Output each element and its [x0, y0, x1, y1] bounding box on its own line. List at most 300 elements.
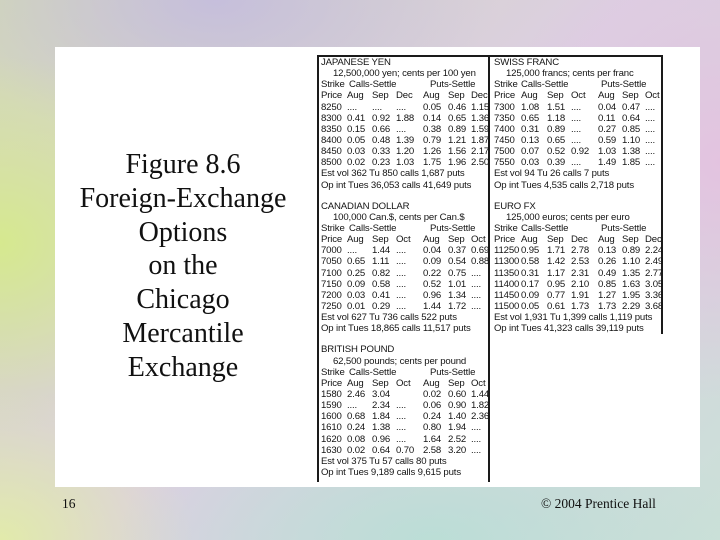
option-cell: 0.95	[521, 245, 540, 257]
option-cell: 2.29	[622, 300, 641, 312]
caption-line: on the	[148, 250, 218, 282]
option-cell: 1.64	[423, 433, 442, 445]
estimated-volume: Est vol 94 Tu 26 calls 7 puts	[494, 168, 610, 180]
option-cell: 0.89	[448, 123, 467, 135]
month-header-cell: Aug	[598, 90, 615, 102]
option-cell: 0.37	[448, 245, 467, 257]
option-cell: 7500	[494, 146, 515, 158]
option-row	[494, 113, 662, 124]
month-header-cell: Dec	[645, 234, 662, 246]
option-row	[321, 112, 490, 124]
option-cell: 0.29	[372, 300, 391, 312]
option-cell: ....	[396, 433, 407, 445]
option-row	[494, 135, 662, 146]
option-cell: 0.46	[448, 101, 467, 113]
option-cell: 1.26	[423, 146, 442, 158]
option-cell: 0.64	[622, 112, 641, 124]
option-cell: 0.25	[347, 267, 366, 279]
open-interest: Op int Tues 18,865 calls 11,517 puts	[321, 323, 471, 335]
option-cell: 3.04	[372, 388, 391, 400]
option-cell: 1.10	[622, 134, 641, 146]
option-cell: 2.36	[471, 411, 490, 423]
puts-settle-label: Puts-Settle	[430, 79, 476, 91]
option-cell: 0.05	[521, 300, 540, 312]
option-cell: 0.08	[347, 433, 366, 445]
option-cell: 0.04	[423, 245, 442, 257]
currency-title: CANADIAN DOLLAR	[321, 200, 410, 212]
caption-line: Foreign-Exchange	[79, 182, 287, 214]
option-row	[494, 146, 662, 157]
option-cell: ....	[471, 300, 482, 312]
option-cell: 0.92	[372, 112, 391, 124]
contract-size: 12,500,000 yen; cents per 100 yen	[333, 68, 476, 80]
caption-line: Figure 8.6	[125, 149, 241, 180]
option-cell: 0.33	[372, 146, 391, 158]
month-header-cell: Sep	[622, 234, 639, 246]
option-cell: 0.04	[598, 101, 617, 113]
options-column-right	[494, 57, 662, 344]
strike-label: Strike	[321, 366, 345, 378]
option-cell: ....	[347, 101, 358, 113]
option-cell: ....	[396, 411, 407, 423]
option-cell: 8350	[321, 123, 342, 135]
option-cell: 1.44	[372, 245, 391, 257]
option-cell: 0.02	[347, 444, 366, 456]
option-cell: 0.92	[571, 146, 590, 158]
option-cell: 0.11	[598, 112, 616, 124]
option-cell: 1.20	[396, 146, 415, 158]
option-row	[321, 422, 487, 433]
currency-section	[321, 344, 490, 478]
option-cell: ....	[396, 256, 407, 268]
option-cell: 1620	[321, 433, 342, 445]
option-cell: 7050	[321, 256, 342, 268]
option-cell: 0.89	[622, 245, 641, 257]
option-cell: ....	[396, 278, 407, 290]
option-cell: 1590	[321, 400, 342, 412]
caption-line: Options	[138, 216, 228, 248]
open-interest: Op int Tues 4,535 calls 2,718 puts	[494, 179, 634, 191]
option-cell: 11400	[494, 278, 520, 290]
option-cell: 7300	[494, 101, 515, 113]
puts-settle-label: Puts-Settle	[601, 222, 647, 234]
option-cell: 0.13	[598, 245, 617, 257]
month-header-cell: Sep	[622, 90, 639, 102]
option-cell: 1.44	[471, 388, 490, 400]
option-cell: 0.80	[423, 422, 442, 434]
option-cell: 2.17	[471, 146, 490, 158]
option-cell: 8400	[321, 134, 342, 146]
month-header-cell: Price	[494, 90, 516, 102]
contract-size: 125,000 francs; cents per franc	[506, 68, 634, 80]
option-cell: 0.09	[521, 289, 540, 301]
option-cell: 0.24	[423, 411, 442, 423]
option-cell: 0.70	[396, 444, 415, 456]
option-row	[321, 123, 490, 135]
option-cell: 0.27	[598, 123, 617, 135]
currency-section	[321, 200, 490, 335]
option-cell: ....	[396, 300, 407, 312]
option-cell: 0.65	[448, 112, 467, 124]
option-cell: ....	[396, 400, 407, 412]
option-row	[321, 290, 487, 301]
strike-label: Strike	[321, 222, 345, 234]
option-cell: 1.36	[471, 112, 490, 124]
option-row	[321, 400, 490, 412]
option-cell: 0.01	[347, 300, 366, 312]
option-cell: ....	[396, 267, 407, 279]
estimated-volume: Est vol 627 Tu 736 calls 522 puts	[321, 312, 457, 324]
currency-section	[494, 57, 662, 191]
option-cell: 11500	[494, 300, 520, 312]
option-cell: 8250	[321, 101, 342, 113]
month-header-cell: Oct	[396, 377, 411, 389]
option-row	[321, 134, 490, 146]
option-cell: 1630	[321, 444, 342, 456]
option-cell: 0.22	[423, 267, 442, 279]
option-cell: 7150	[321, 278, 342, 290]
option-cell: 1.27	[598, 289, 617, 301]
option-cell: 0.24	[347, 422, 366, 434]
option-row	[321, 268, 487, 279]
option-cell: 0.41	[372, 289, 391, 301]
option-row	[321, 279, 487, 290]
option-cell: 0.65	[347, 256, 366, 268]
month-header-cell: Sep	[448, 90, 465, 102]
option-cell: ....	[645, 101, 656, 113]
option-cell: 0.09	[347, 278, 366, 290]
option-cell: 1.82	[471, 400, 490, 412]
option-cell: 0.54	[448, 256, 467, 268]
option-row	[321, 411, 490, 423]
option-cell: 0.02	[347, 157, 366, 169]
column-divider	[317, 55, 319, 482]
option-cell: 7200	[321, 289, 342, 301]
option-cell: 0.65	[547, 134, 566, 146]
option-cell: 1.84	[372, 411, 391, 423]
option-cell: 0.09	[423, 256, 442, 268]
option-cell: 11350	[494, 267, 520, 279]
option-cell: 7250	[321, 300, 342, 312]
option-cell: 1.72	[448, 300, 467, 312]
option-cell: 1.08	[521, 101, 540, 113]
option-row	[494, 290, 662, 301]
month-header-cell: Sep	[448, 234, 465, 246]
option-cell: 7450	[494, 134, 515, 146]
option-cell: 3.05	[645, 278, 664, 290]
option-cell: 0.64	[372, 444, 391, 456]
contract-size: 125,000 euros; cents per euro	[506, 211, 630, 223]
month-header-cell: Oct	[571, 90, 586, 102]
option-cell: 2.46	[347, 388, 366, 400]
option-cell: 1.73	[571, 300, 590, 312]
option-cell: 7100	[321, 267, 342, 279]
option-cell: 0.41	[347, 112, 366, 124]
option-cell: ....	[372, 101, 383, 113]
month-header-cell: Dec	[396, 90, 413, 102]
option-cell: ....	[571, 101, 582, 113]
option-cell: 1.18	[547, 112, 566, 124]
option-cell: 1.63	[622, 278, 641, 290]
option-cell: 3.36	[645, 289, 664, 301]
option-row	[494, 279, 662, 290]
calls-settle-label: Calls-Settle	[349, 222, 397, 234]
option-cell: ....	[396, 123, 407, 135]
contract-size: 100,000 Can.$, cents per Can.$	[333, 211, 465, 223]
option-cell: 2.10	[571, 278, 590, 290]
option-cell: 0.90	[448, 400, 467, 412]
estimated-volume: Est vol 362 Tu 850 calls 1,687 puts	[321, 168, 465, 180]
option-cell: 0.96	[372, 433, 391, 445]
settle-header-row	[321, 79, 487, 90]
option-cell: 0.85	[598, 278, 617, 290]
month-header-cell: Sep	[372, 234, 389, 246]
option-cell: 11250	[494, 245, 520, 257]
strike-label: Strike	[494, 79, 518, 91]
month-header-cell: Aug	[521, 234, 538, 246]
option-cell: 0.48	[372, 134, 391, 146]
option-cell: 2.58	[423, 444, 442, 456]
option-cell: 0.13	[521, 134, 540, 146]
option-row	[321, 256, 490, 268]
strike-label: Strike	[494, 222, 518, 234]
option-cell: 11450	[494, 289, 520, 301]
option-cell: ....	[471, 278, 482, 290]
option-cell: 0.26	[598, 256, 617, 268]
caption-line: Exchange	[127, 351, 239, 383]
option-cell: 2.77	[645, 267, 664, 279]
option-cell: 0.06	[423, 400, 442, 412]
month-header-row	[494, 90, 662, 101]
option-cell: 8500	[321, 157, 342, 169]
contract-size: 62,500 pounds; cents per pound	[333, 355, 467, 367]
option-row	[321, 434, 487, 445]
month-header-cell: Aug	[423, 90, 440, 102]
month-header-cell: Oct	[645, 90, 660, 102]
option-cell: 2.52	[448, 433, 467, 445]
option-cell: 1.96	[448, 157, 467, 169]
currency-section	[321, 57, 490, 191]
month-header-cell: Sep	[372, 377, 389, 389]
month-header-row	[321, 90, 487, 101]
month-header-cell: Sep	[372, 90, 389, 102]
currency-section	[494, 201, 662, 335]
puts-settle-label: Puts-Settle	[430, 222, 476, 234]
option-cell: 0.89	[547, 123, 566, 135]
option-cell: 1.59	[471, 123, 490, 135]
option-cell: 3.68	[645, 300, 664, 312]
month-header-cell: Oct	[471, 234, 486, 246]
option-cell: ....	[471, 433, 482, 445]
option-cell: 2.49	[645, 256, 664, 268]
option-cell: 2.78	[571, 245, 590, 257]
month-header-row	[494, 234, 662, 245]
settle-header-row	[494, 79, 662, 90]
option-cell: 1610	[321, 422, 342, 434]
month-header-cell: Dec	[571, 234, 588, 246]
option-cell: 0.96	[423, 289, 442, 301]
currency-title: EURO FX	[494, 200, 536, 212]
option-cell: ....	[347, 245, 358, 257]
option-cell: 0.58	[372, 278, 391, 290]
option-cell: 0.95	[547, 278, 566, 290]
option-cell: 1.87	[471, 134, 490, 146]
option-cell: ....	[471, 267, 482, 279]
option-cell: 0.38	[423, 123, 442, 135]
option-cell: 0.03	[347, 146, 366, 158]
option-cell: 0.59	[598, 134, 617, 146]
option-row	[321, 388, 490, 400]
settle-header-row	[494, 223, 662, 234]
option-cell: ....	[645, 112, 656, 124]
figure-caption	[70, 148, 296, 385]
estimated-volume: Est vol 375 Tu 57 calls 80 puts	[321, 455, 447, 467]
month-header-cell: Price	[494, 234, 516, 246]
option-cell: 0.17	[521, 278, 540, 290]
slide-number: 16	[62, 496, 76, 511]
month-header-row	[321, 234, 487, 245]
option-row	[494, 245, 662, 256]
option-cell: 0.47	[622, 101, 641, 113]
option-cell: 0.68	[347, 411, 366, 423]
calls-settle-label: Calls-Settle	[349, 79, 397, 91]
option-cell	[396, 389, 423, 400]
option-cell: ....	[396, 101, 407, 113]
option-cell: 0.03	[347, 289, 366, 301]
option-cell: 2.24	[645, 245, 664, 257]
option-cell: 0.05	[347, 134, 366, 146]
puts-settle-label: Puts-Settle	[601, 79, 647, 91]
option-cell: 0.39	[547, 157, 566, 169]
option-cell: 0.31	[521, 123, 540, 135]
option-cell: ....	[347, 400, 358, 412]
month-header-cell: Price	[321, 90, 343, 102]
option-cell: 0.60	[448, 388, 467, 400]
caption-line: Mercantile	[122, 317, 244, 349]
option-cell: 3.20	[448, 444, 467, 456]
month-header-cell: Oct	[471, 377, 486, 389]
open-interest: Op int Tues 41,323 calls 39,119 puts	[494, 323, 644, 335]
option-cell: 1.17	[547, 267, 566, 279]
option-cell: 0.15	[347, 123, 366, 135]
currency-title: SWISS FRANC	[494, 57, 559, 68]
option-row	[321, 245, 490, 257]
option-cell: 0.14	[423, 112, 442, 124]
option-cell: 8300	[321, 112, 342, 124]
month-header-cell: Aug	[423, 234, 440, 246]
option-cell: 0.02	[423, 388, 442, 400]
option-cell: 7400	[494, 123, 515, 135]
option-cell: 2.34	[372, 400, 391, 412]
month-header-cell: Sep	[547, 90, 564, 102]
option-cell: 0.23	[372, 157, 391, 169]
calls-settle-label: Calls-Settle	[521, 222, 569, 234]
option-cell: 1.15	[471, 101, 490, 113]
month-header-cell: Aug	[521, 90, 538, 102]
option-cell: ....	[471, 289, 482, 301]
option-cell: 0.07	[521, 146, 540, 158]
month-header-cell: Price	[321, 377, 343, 389]
settle-header-row	[321, 223, 487, 234]
option-cell: 0.05	[423, 101, 442, 113]
option-cell: 2.53	[571, 256, 590, 268]
option-cell: 0.52	[547, 146, 566, 158]
option-cell: 1.75	[423, 157, 442, 169]
option-cell: 1.95	[622, 289, 641, 301]
option-cell: 1.38	[372, 422, 391, 434]
option-row	[321, 101, 490, 113]
option-cell: 2.50	[471, 157, 490, 169]
option-cell: 1.42	[547, 256, 566, 268]
strike-label: Strike	[321, 79, 345, 91]
option-cell: 0.82	[372, 267, 391, 279]
month-header-cell: Aug	[347, 234, 364, 246]
option-cell: 0.58	[521, 256, 540, 268]
month-header-cell: Sep	[547, 234, 564, 246]
option-cell: 1.88	[396, 112, 415, 124]
option-cell: 1.38	[622, 146, 641, 158]
option-cell: 1.71	[547, 245, 566, 257]
option-cell: 1.03	[396, 157, 415, 169]
option-cell: 1.11	[372, 256, 390, 268]
option-cell: 0.65	[521, 112, 540, 124]
option-cell: 1.21	[448, 134, 467, 146]
option-cell: 7550	[494, 157, 515, 169]
option-cell: 1.85	[622, 157, 641, 169]
option-cell: 2.31	[571, 267, 590, 279]
calls-settle-label: Calls-Settle	[521, 79, 569, 91]
estimated-volume: Est vol 1,931 Tu 1,399 calls 1,119 puts	[494, 312, 653, 324]
currency-title: JAPANESE YEN	[321, 57, 391, 68]
month-header-cell: Aug	[423, 377, 440, 389]
option-cell: ....	[471, 422, 482, 434]
option-cell: 1580	[321, 388, 342, 400]
option-cell: ....	[645, 123, 656, 135]
calls-settle-label: Calls-Settle	[349, 366, 397, 378]
option-cell: 1.01	[448, 278, 467, 290]
option-row	[321, 301, 487, 312]
option-cell: 0.03	[521, 157, 540, 169]
option-cell: 1.91	[571, 289, 590, 301]
option-cell: ....	[396, 289, 407, 301]
option-cell: 0.66	[372, 123, 391, 135]
option-cell: 1.94	[448, 422, 467, 434]
puts-settle-label: Puts-Settle	[430, 366, 476, 378]
option-cell: ....	[396, 245, 407, 257]
option-row	[494, 256, 662, 267]
option-cell: 1.10	[622, 256, 641, 268]
settle-header-row	[321, 367, 487, 378]
month-header-cell: Aug	[598, 234, 615, 246]
option-cell: ....	[571, 123, 582, 135]
option-cell: ....	[571, 157, 582, 169]
option-cell: 0.75	[448, 267, 467, 279]
option-cell: ....	[645, 146, 656, 158]
option-cell: 1600	[321, 411, 342, 423]
option-cell: 1.73	[598, 300, 617, 312]
option-cell: 0.77	[547, 289, 566, 301]
month-header-cell: Aug	[347, 377, 364, 389]
option-cell: 1.35	[622, 267, 641, 279]
option-row	[494, 268, 662, 279]
option-row	[494, 301, 662, 312]
option-row	[494, 102, 662, 113]
option-cell: 1.56	[448, 146, 467, 158]
option-cell: 1.44	[423, 300, 442, 312]
month-header-row	[321, 378, 487, 389]
option-cell: 1.39	[396, 134, 415, 146]
option-cell: ....	[571, 112, 582, 124]
